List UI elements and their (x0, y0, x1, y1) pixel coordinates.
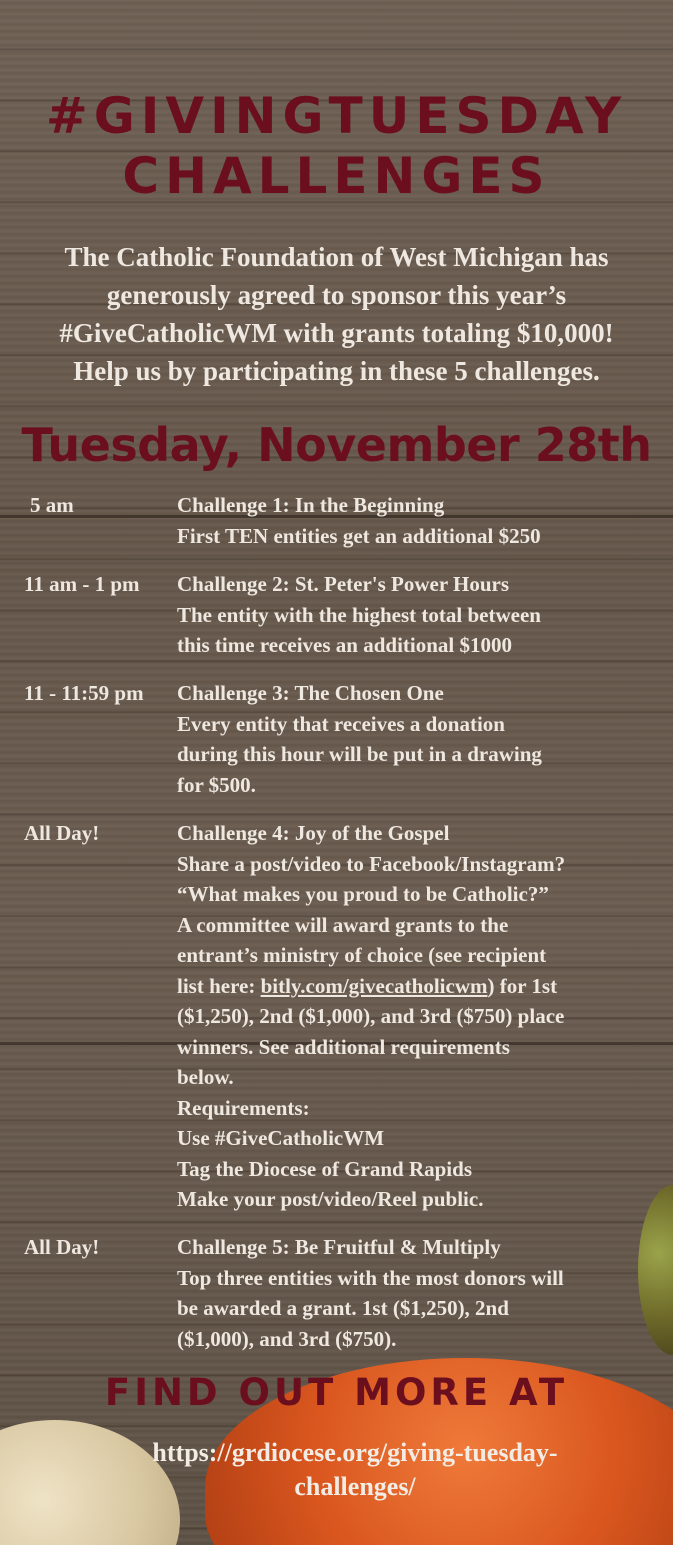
challenge-line: Challenge 4: Joy of the Gospel (177, 821, 450, 845)
intro-line: The Catholic Foundation of West Michigan has (64, 242, 609, 272)
challenge-line: A committee will award grants to the (177, 912, 509, 937)
challenge-2-description (177, 569, 667, 661)
challenge-line: be awarded a grant. 1st ($1,250), 2nd (177, 1296, 509, 1320)
challenge-line: Every entity that receives a donation (177, 711, 505, 736)
challenge-5-description (177, 1232, 667, 1354)
link-prefix: list here: (177, 973, 261, 998)
intro-line: generously agreed to sponsor this year’s (106, 280, 567, 310)
challenge-4-time: All Day! (24, 821, 100, 845)
event-date: Tuesday, November 28th (21, 418, 652, 472)
challenge-line: “What makes you proud to be Catholic?” (177, 882, 549, 906)
challenge-line: First TEN entities get an additional $250 (177, 523, 541, 548)
challenge-1-time: 5 am (30, 493, 74, 517)
challenge-line: Top three entities with the most donors will (177, 1265, 564, 1290)
challenge-line: entrant’s ministry of choice (see recipient (177, 943, 547, 967)
challenge-line: Challenge 5: Be Fruitful & Multiply (177, 1235, 501, 1259)
intro-line: #GiveCatholicWM with grants totaling $10,000! (59, 318, 614, 348)
challenge-5-time: All Day! (24, 1235, 100, 1259)
challenge-line: this time receives an additional $1000 (177, 633, 513, 657)
challenge-line: Tag the Diocese of Grand Rapids (177, 1156, 472, 1181)
more-info-url[interactable] (100, 1436, 610, 1504)
challenge-3-time: 11 - 11:59 pm (24, 681, 144, 705)
challenge-line: Challenge 1: In the Beginning (177, 493, 445, 517)
challenge-line: for $500. (177, 772, 256, 797)
challenge-line: ($1,250), 2nd ($1,000), and 3rd ($750) place (177, 1004, 565, 1028)
challenge-line: Share a post/video to Facebook/Instagram? (177, 851, 566, 876)
link-suffix: ) for 1st (487, 973, 558, 998)
challenge-2-time: 11 am - 1 pm (24, 572, 140, 596)
challenge-line: Make your post/video/Reel public. (177, 1187, 484, 1211)
url-line: challenges/ (294, 1472, 416, 1501)
challenge-line: Requirements: (177, 1095, 310, 1120)
challenge-line: Challenge 3: The Chosen One (177, 681, 444, 705)
challenge-line-with-link (177, 971, 667, 1002)
challenge-line: during this hour will be put in a drawing (177, 742, 542, 766)
intro-line: Help us by participating in these 5 challenges. (73, 356, 600, 386)
challenge-line: ($1,000), and 3rd ($750). (177, 1326, 397, 1351)
challenge-3-description (177, 678, 667, 800)
challenge-line: Use #GiveCatholicWM (177, 1126, 385, 1150)
challenge-1-description (177, 490, 667, 551)
challenge-4-description (177, 818, 667, 1215)
challenge-line: winners. See additional requirements (177, 1034, 510, 1059)
intro-paragraph (16, 238, 657, 390)
challenge-line: Challenge 2: St. Peter's Power Hours (177, 572, 510, 596)
find-out-more-heading: FIND OUT MORE AT (104, 1371, 569, 1414)
headline-line-2: CHALLENGES (122, 147, 551, 205)
challenge-line: The entity with the highest total between (177, 602, 541, 627)
headline-line-1: #GIVINGTUESDAY (45, 87, 628, 145)
url-line: https://grdiocese.org/giving-tuesday- (152, 1438, 558, 1467)
challenge-line: below. (177, 1065, 234, 1089)
recipient-list-link[interactable]: bitly.com/givecatholicwm (260, 973, 488, 998)
